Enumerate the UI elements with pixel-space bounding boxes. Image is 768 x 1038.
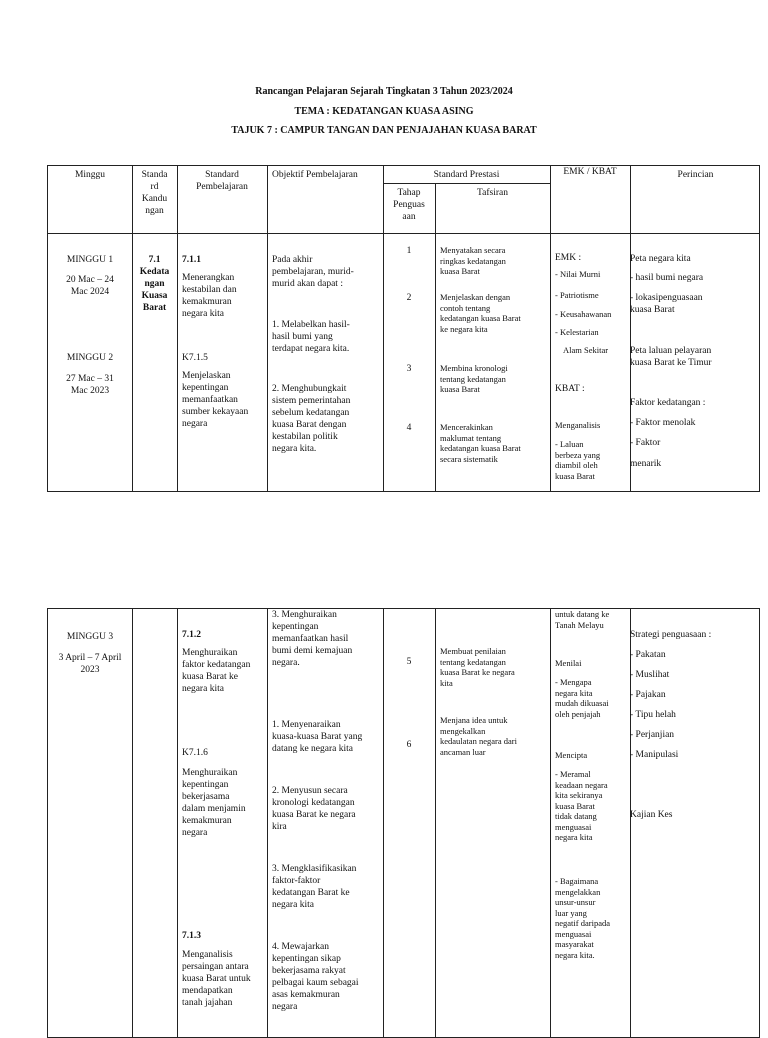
strategi-title: Strategi penguasaan : (630, 630, 712, 640)
tafsiran-1: Menyatakan secara ringkas kedatangan kuasa Barat (440, 245, 506, 276)
col-header-objektif: Objektif Pembelajaran (272, 170, 358, 180)
week-3-dates: 3 April – 7 April 2023 (58, 653, 122, 675)
kbat-mencipta: Mencipta (555, 750, 588, 760)
strategi-perjanjian: - Perjanjian (630, 730, 675, 740)
kbat-mencipta-text-2: - Bagaimana mengelakkan unsur-unsur luar yang negatif daripada menguasai masyarakat negara kita. (555, 876, 610, 960)
sp-text-k7-1-6: Menghuraikan kepentingan bekerjasama dalam menjamin kemakmuran negara (182, 768, 246, 838)
document-theme: TEMA : KEDATANGAN KUASA ASING (294, 106, 474, 117)
strategi-tipu-helah: - Tipu helah (630, 710, 676, 720)
perincian-faktor-kedatangan: Faktor kedatangan : (630, 398, 706, 408)
strategi-pajakan: - Pajakan (630, 690, 666, 700)
emk-item-keusahawanan: - Keusahawanan (555, 309, 612, 319)
week-1-dates: 20 Mac – 24 Mac 2024 (66, 275, 114, 297)
tafsiran-6: Menjana idea untuk mengekalkan kedaulatan negara dari ancaman luar (440, 715, 517, 757)
strategi-muslihat: - Muslihat (630, 670, 670, 680)
emk-item-nilai-murni: - Nilai Murni (555, 269, 601, 279)
lesson-plan-table-1 (47, 165, 760, 492)
tafsiran-3: Membina kronologi tentang kedatangan kuasa Barat (440, 363, 508, 394)
col-header-perincian: Perincian (677, 170, 714, 180)
tahap-1: 1 (406, 246, 412, 256)
col-header-tafsiran: Tafsiran (477, 188, 508, 198)
week-2-label: MINGGU 2 (66, 353, 114, 363)
objective-1: 1. Melabelkan hasil- hasil bumi yang terdapat negara kita. (272, 320, 350, 354)
col-header-minggu: Minggu (74, 170, 106, 180)
objective-7: 4. Mewajarkan kepentingan sikap bekerjasama rakyat pelbagai kaum sebagai asas kemakmuran negara (272, 942, 359, 1012)
sp-code-7-1-3: 7.1.3 (182, 931, 201, 941)
strategi-pakatan: - Pakatan (630, 650, 666, 660)
col-header-tahap: Tahap Penguas aan (393, 188, 425, 222)
kbat-menganalisis: Menganalisis (555, 420, 601, 430)
perincian-peta-laluan: Peta laluan pelayaran kuasa Barat ke Timur (630, 346, 712, 368)
emk-title: EMK : (555, 253, 582, 263)
perincian-hasil-bumi: - hasil bumi negara (630, 273, 704, 283)
sp-text-7-1-3: Menganalisis persaingan antara kuasa Barat untuk mendapatkan tanah jajahan (182, 950, 251, 1008)
document-title: Rancangan Pelajaran Sejarah Tingkatan 3 Tahun 2023/2024 (255, 86, 513, 97)
kbat-mencipta-text-1: - Meramal keadaan negara kita sekiranya kuasa Barat tidak datang menguasai negara kita (555, 769, 608, 842)
sp-code-7-1-1: 7.1.1 (182, 255, 201, 265)
sp-text-k7-1-5: Menjelaskan kepentingan memanfaatkan sumber kekayaan negara (182, 371, 249, 429)
tahap-2: 2 (406, 293, 412, 303)
objective-5: 2. Menyusun secara kronologi kedatangan kuasa Barat ke negara kira (272, 786, 356, 832)
perincian-faktor-menolak: - Faktor menolak (630, 418, 696, 428)
tafsiran-4: Mencerakinkan maklumat tentang kedatangan kuasa Barat secara sistematik (440, 422, 521, 464)
week-3-label: MINGGU 3 (66, 632, 114, 642)
standard-kandungan-7-1: 7.1 Kedata ngan Kuasa Barat (139, 255, 170, 313)
objective-2: 2. Menghubungkait sistem pemerintahan sebelum kedatangan kuasa Barat dengan kestabilan politik negara kita. (272, 384, 351, 454)
week-2-dates: 27 Mac – 31 Mac 2023 (66, 374, 114, 396)
emk-item-patriotisme: - Patriotisme (555, 290, 599, 300)
tahap-5: 5 (406, 657, 412, 667)
document-topic: TAJUK 7 : CAMPUR TANGAN DAN PENJAJAHAN KUASA BARAT (231, 125, 537, 136)
perincian-lokasi: - lokasipenguasaan kuasa Barat (630, 293, 703, 315)
tahap-3: 3 (406, 364, 412, 374)
objective-3: 3. Menghuraikan kepentingan memanfaatkan hasil bumi demi kemajuan negara. (272, 610, 353, 668)
col-header-emk-kbat: EMK / KBAT (563, 167, 617, 177)
tafsiran-5: Membuat penilaian tentang kedatangan kuasa Barat ke negara kita (440, 646, 515, 688)
kbat-menilai: Menilai (555, 658, 582, 668)
col-header-standard-pembelajaran: Standard Pembelajaran (196, 170, 248, 192)
perincian-faktor: - Faktor (630, 438, 661, 448)
strategi-manipulasi: - Manipulasi (630, 750, 679, 760)
emk-item-kelestarian: - Kelestarian (555, 327, 599, 337)
perincian-peta-negara: Peta negara kita (630, 254, 691, 264)
tahap-4: 4 (406, 423, 412, 433)
kbat-menilai-text: - Mengapa negara kita mudah dikuasai oleh penjajah (555, 677, 609, 719)
tahap-6: 6 (406, 740, 412, 750)
emk-continuation: untuk datang ke Tanah Melayu (555, 609, 610, 630)
col-header-standard-kandungan: Standa rd Kandu ngan (141, 170, 168, 216)
objective-6: 3. Mengklasifikasikan faktor-faktor kedatangan Barat ke negara kita (272, 864, 357, 910)
col-header-standard-prestasi: Standard Prestasi (433, 170, 500, 180)
kbat-title: KBAT : (555, 384, 585, 394)
objective-4: 1. Menyenaraikan kuasa-kuasa Barat yang datang ke negara kita (272, 720, 363, 754)
sp-code-7-1-2: 7.1.2 (182, 630, 201, 640)
sp-code-k7-1-5: K7.1.5 (182, 353, 208, 363)
objective-intro: Pada akhir pembelajaran, murid- murid akan dapat : (272, 255, 354, 289)
sp-code-k7-1-6: K7.1.6 (182, 748, 208, 758)
sp-text-7-1-1: Menerangkan kestabilan dan kemakmuran negara kita (182, 273, 237, 319)
emk-item-alam-sekitar: Alam Sekitar (563, 345, 609, 355)
sp-text-7-1-2: Menghuraikan faktor kedatangan kuasa Barat ke negara kita (182, 648, 251, 694)
lesson-plan-table-2 (47, 608, 760, 1038)
kajian-kes: Kajian Kes (630, 810, 673, 820)
tafsiran-2: Menjelaskan dengan contoh tentang kedatangan kuasa Barat ke negara kita (440, 292, 521, 334)
week-1-label: MINGGU 1 (66, 255, 114, 265)
perincian-menarik: menarik (630, 459, 662, 469)
kbat-menganalisis-text: - Laluan berbeza yang diambil oleh kuasa Barat (555, 439, 601, 481)
